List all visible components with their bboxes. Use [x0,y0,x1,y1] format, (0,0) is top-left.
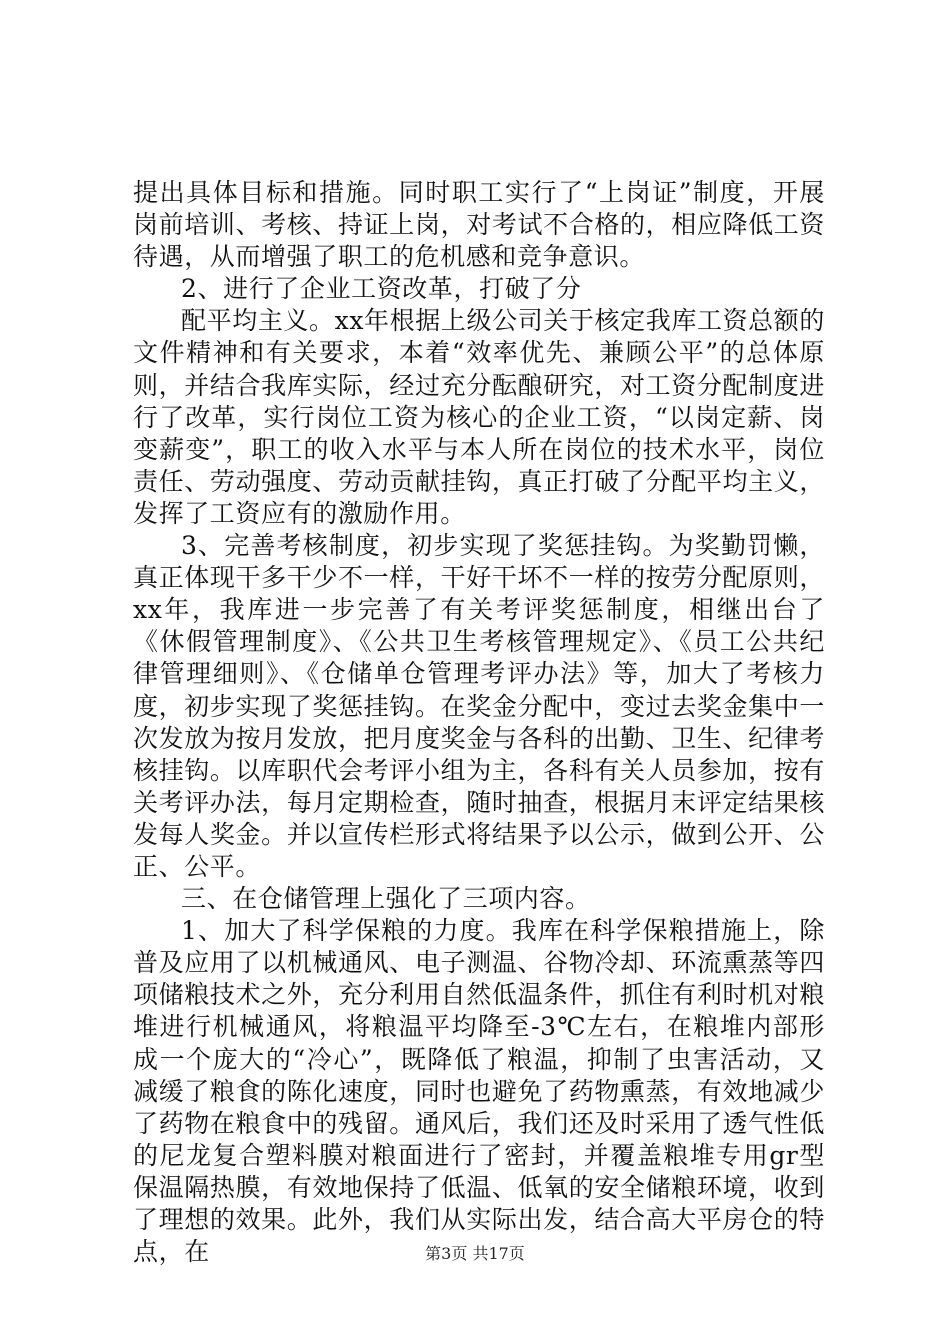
paragraph-2: 2、进行了企业工资改革，打破了分 [181,274,582,304]
paragraph-1: 提出具体目标和措施。同时职工实行了“上岗证”制度，开展岗前培训、考核、持证上岗，对考试不合格的，相应降低工资待遇，从而增强了职工的危机感和竞争意识。 [133,178,825,272]
document-body [133,177,825,1268]
paragraph-5: 三、在仓储管理上强化了三项内容。 [181,884,591,914]
page-number-footer: 第3页 共17页 [425,1244,525,1263]
paragraph-3: 配平均主义。xx年根据上级公司关于核定我库工资总额的文件精神和有关要求，本着“效率优先、兼顾公平”的总体原则，并结合我库实际，经过充分酝酿研究，对工资分配制度进行了改革，实行岗位工资为核心的企业工资，“以岗定薪、岗变薪变”，职工的收入水平与本人所在岗位的技术水平，岗位责任、劳动强度、劳动贡献挂钩，真正打破了分配平均主义，发挥了工资应有的激励作用。 [133,306,825,528]
paragraph-6: 1、加大了科学保粮的力度。我库在科学保粮措施上，除普及应用了以机械通风、电子测温、谷物冷却、环流熏蒸等四项储粮技术之外，充分利用自然低温条件，抓住有利时机对粮堆进行机械通风，将粮温平均降至-3℃左右，在粮堆内部形成一个庞大的“冷心”，既降低了粮温，抑制了虫害活动，又减缓了粮食的陈化速度，同时也避免了药物熏蒸，有效地减少了药物在粮食中的残留。通风后，我们还及时采用了透气性低的尼龙复合塑料膜对粮面进行了密封，并覆盖粮堆专用gr型保温隔热膜，有效地保持了低温、低氧的安全储粮环境，收到了理想的效果。此外，我们从实际出发，结合高大平房仓的特点，在 [133,916,825,1267]
paragraph-4: 3、完善考核制度，初步实现了奖惩挂钩。为奖勤罚懒，真正体现干多干少不一样，干好干坏不一样的按劳分配原则，xx年，我库进一步完善了有关考评奖惩制度，相继出台了《休假管理制度》、《公共卫生考核管理规定》、《员工公共纪律管理细则》、《仓储单仓管理考评办法》等，加大了考核力度，初步实现了奖惩挂钩。在奖金分配中，变过去奖金集中一次发放为按月发放，把月度奖金与各科的出勤、卫生、纪律考核挂钩。以库职代会考评小组为主，各科有关人员参加，按有关考评办法，每月定期检查，随时抽查，根据月末评定结果核发每人奖金。并以宣传栏形式将结果予以公示，做到公开、公正、公平。 [133,531,825,881]
